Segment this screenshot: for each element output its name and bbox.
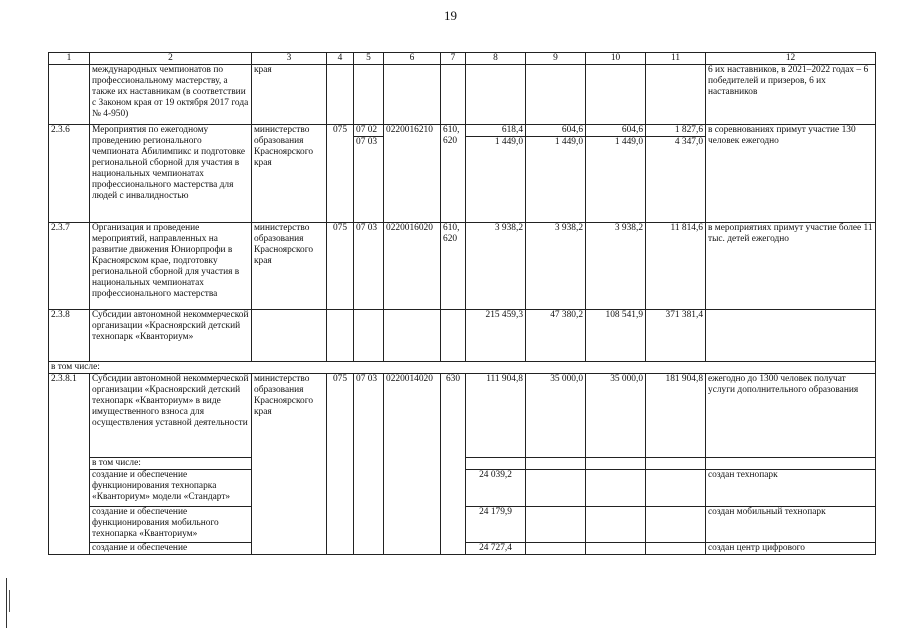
- cell-csr: 0220014020: [384, 374, 441, 555]
- cell-total: [646, 507, 706, 543]
- cell-y1: 24 039,2: [466, 470, 526, 507]
- cell-y3: [586, 507, 646, 543]
- cell-rzpr: [354, 310, 384, 362]
- cell-y3-a: 604,6: [586, 125, 645, 137]
- table-row: [49, 310, 876, 362]
- cell-y1: [466, 125, 526, 223]
- including-label: в том числе:: [90, 458, 252, 470]
- cell-result: создан технопарк: [706, 470, 876, 507]
- cell-org: министерство образования Красноярского края: [252, 223, 327, 310]
- cell-y3: [586, 470, 646, 507]
- cell-org: министерство образования Красноярского края: [252, 125, 327, 223]
- cell-y3: 35 000,0: [586, 374, 646, 458]
- cell-y1: 3 938,2: [466, 223, 526, 310]
- cell-y2: 47 380,2: [526, 310, 586, 362]
- cell-grbs: [327, 310, 354, 362]
- cell-num: 2.3.8.1: [49, 374, 90, 555]
- cell-grbs: 075: [327, 374, 354, 555]
- cell-y3: [586, 65, 646, 125]
- cell-csr: 0220016210: [384, 125, 441, 223]
- cell-y1: 215 459,3: [466, 310, 526, 362]
- including-label: в том числе:: [49, 362, 876, 374]
- cell-vr: [441, 65, 466, 125]
- cell-grbs: 075: [327, 125, 354, 223]
- budget-table: [48, 52, 876, 555]
- cell-y2: 35 000,0: [526, 374, 586, 458]
- cell-result: [706, 458, 876, 470]
- cell-y2: [526, 65, 586, 125]
- cell-y1: 24 179,9: [466, 507, 526, 543]
- cell-y3: [586, 458, 646, 470]
- cell-y3: 108 541,9: [586, 310, 646, 362]
- header-cell: 9: [526, 53, 586, 65]
- cell-name: международных чемпионатов по профессиональному мастерству, а также их наставникам (в соответствии с Законом края от 19 октября 2017 года № 4-950): [90, 65, 252, 125]
- header-cell: 12: [706, 53, 876, 65]
- scan-mark: [9, 590, 10, 612]
- cell-csr: [384, 310, 441, 362]
- cell-result: создан мобильный технопарк: [706, 507, 876, 543]
- cell-name: Субсидии автономной некоммерческой организации «Красноярский детский технопарк «Кванториум»: [90, 310, 252, 362]
- page-number: 19: [444, 8, 457, 23]
- cell-result: [706, 310, 876, 362]
- cell-org: края: [252, 65, 327, 125]
- cell-total: [646, 125, 706, 223]
- header-cell: 5: [354, 53, 384, 65]
- header-cell: 7: [441, 53, 466, 65]
- cell-y2: [526, 543, 586, 555]
- cell-name: создание и обеспечение функционирования технопарка «Кванториум» модели «Стандарт»: [90, 470, 252, 507]
- table-row: [49, 362, 876, 374]
- cell-y3: [586, 125, 646, 223]
- scan-mark: [6, 578, 7, 628]
- cell-y2: [526, 125, 586, 223]
- cell-total: 11 814,6: [646, 223, 706, 310]
- cell-result: в мероприятиях примут участие более 11 тыс. детей ежегодно: [706, 223, 876, 310]
- header-cell: 8: [466, 53, 526, 65]
- cell-total: [646, 458, 706, 470]
- cell-y2-b: 1 449,0: [554, 137, 583, 147]
- header-cell: 3: [252, 53, 327, 65]
- cell-grbs: 075: [327, 223, 354, 310]
- cell-name: создание и обеспечение функционирования мобильного технопарка «Кванториум»: [90, 507, 252, 543]
- cell-total: [646, 543, 706, 555]
- header-cell: 11: [646, 53, 706, 65]
- cell-name: Организация и проведение мероприятий, направленных на развитие движения Юниорпрофи в Красноярском крае, подготовку региональной сборной для участия в национальных чемпионатах профессионального мастерства: [90, 223, 252, 310]
- cell-rzpr: 07 03: [354, 374, 384, 555]
- cell-y1-a: 618,4: [466, 125, 525, 137]
- header-cell: 1: [49, 53, 90, 65]
- cell-y3: 3 938,2: [586, 223, 646, 310]
- cell-y1: [466, 65, 526, 125]
- cell-name: Субсидии автономной некоммерческой организации «Красноярский детский технопарк «Кванториум» в виде имущественного взноса для осуществления уставной деятельности: [90, 374, 252, 458]
- cell-csr: [384, 65, 441, 125]
- cell-rzpr-b: 07 03: [356, 137, 378, 147]
- cell-y3: [586, 543, 646, 555]
- cell-y2: [526, 507, 586, 543]
- cell-name: Мероприятия по ежегодному проведению регионального чемпионата Абилимпикс и подготовке региональной сборной для участия в национальных чемпионатах профессионального мастерства для людей с инвалидностью: [90, 125, 252, 223]
- cell-result: ежегодно до 1300 человек получат услуги дополнительного образования: [706, 374, 876, 458]
- table-row: [49, 374, 876, 458]
- header-row: [49, 53, 876, 65]
- cell-y1: [466, 458, 526, 470]
- table-row: [49, 223, 876, 310]
- cell-y2: 3 938,2: [526, 223, 586, 310]
- cell-total: [646, 65, 706, 125]
- cell-rzpr: [354, 125, 384, 223]
- cell-num: 2.3.8: [49, 310, 90, 362]
- table-row: [49, 65, 876, 125]
- cell-total-b: 4 347,0: [674, 137, 703, 147]
- cell-vr: [441, 310, 466, 362]
- cell-y1: 24 727,4: [466, 543, 526, 555]
- cell-y1-b: 1 449,0: [494, 137, 523, 147]
- header-cell: 4: [327, 53, 354, 65]
- cell-y3-b: 1 449,0: [614, 137, 643, 147]
- cell-name: создание и обеспечение: [90, 543, 252, 555]
- cell-vr: 610, 620: [441, 125, 466, 223]
- cell-num: [49, 65, 90, 125]
- cell-org: министерство образования Красноярского края: [252, 374, 327, 555]
- cell-grbs: [327, 65, 354, 125]
- cell-rzpr: 07 03: [354, 223, 384, 310]
- table-row: [49, 125, 876, 223]
- cell-rzpr-a: 07 02: [354, 125, 383, 137]
- header-cell: 2: [90, 53, 252, 65]
- cell-result: 6 их наставников, в 2021–2022 годах – 6 победителей и призеров, 6 их наставников: [706, 65, 876, 125]
- cell-result: создан центр цифрового: [706, 543, 876, 555]
- cell-y2: [526, 458, 586, 470]
- cell-total: 371 381,4: [646, 310, 706, 362]
- cell-total-a: 1 827,6: [646, 125, 705, 137]
- cell-vr: 630: [441, 374, 466, 555]
- cell-y2-a: 604,6: [526, 125, 585, 137]
- cell-y2: [526, 470, 586, 507]
- cell-csr: 0220016020: [384, 223, 441, 310]
- cell-result: в соревнованиях примут участие 130 человек ежегодно: [706, 125, 876, 223]
- cell-total: [646, 470, 706, 507]
- header-cell: 6: [384, 53, 441, 65]
- cell-vr: 610, 620: [441, 223, 466, 310]
- cell-total: 181 904,8: [646, 374, 706, 458]
- cell-rzpr: [354, 65, 384, 125]
- header-cell: 10: [586, 53, 646, 65]
- cell-org: [252, 310, 327, 362]
- cell-y1: 111 904,8: [466, 374, 526, 458]
- cell-num: 2.3.6: [49, 125, 90, 223]
- cell-num: 2.3.7: [49, 223, 90, 310]
